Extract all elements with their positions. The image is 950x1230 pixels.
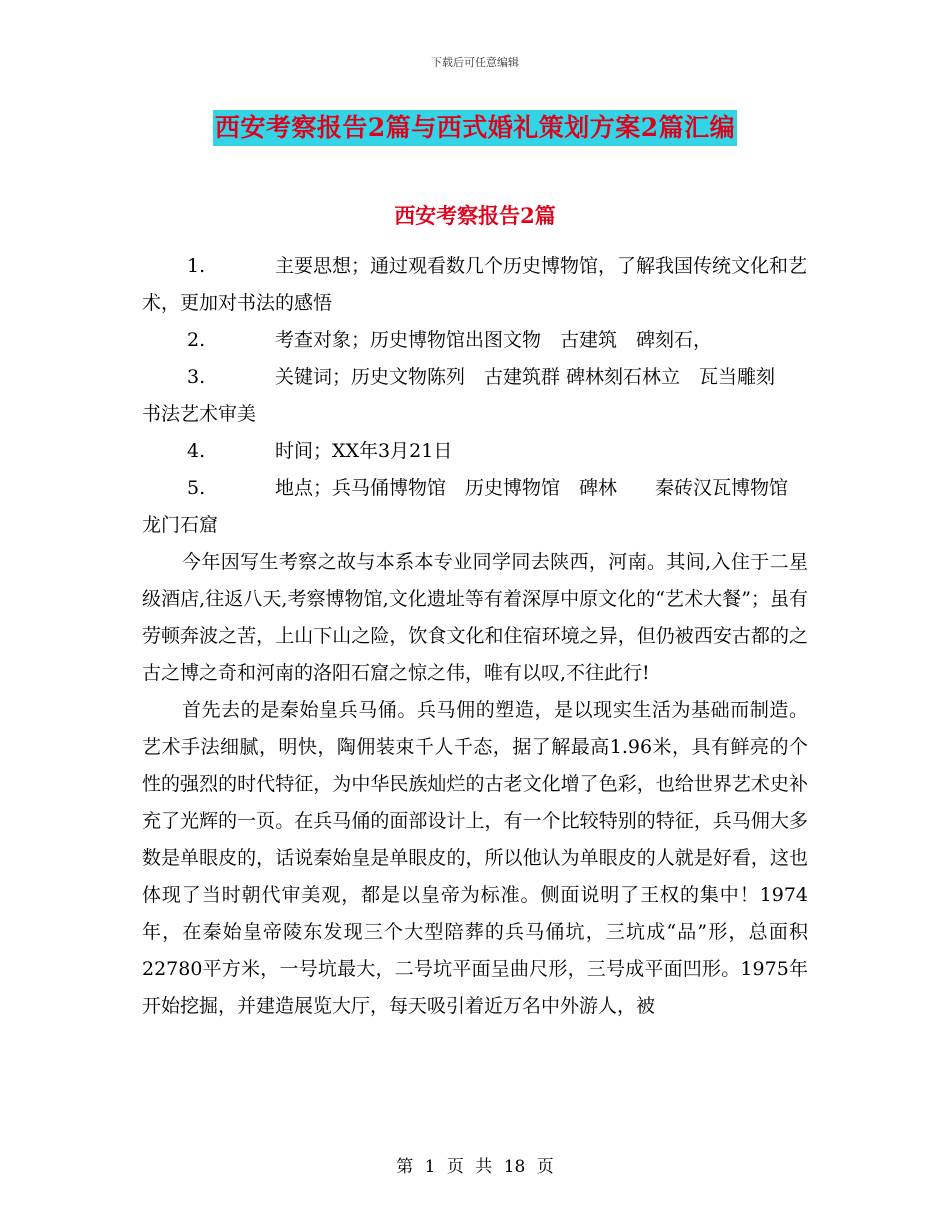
list-item-text: 主要思想；通过观看数几个历史博物馆，了解我国传统文化和艺术，更加对书法的感悟 <box>142 255 808 314</box>
document-title-text: 西安考察报告2篇与西式婚礼策划方案2篇汇编 <box>213 110 737 146</box>
list-item-text: 关键词；历史文物陈列 古建筑群 碑林刻石林立 瓦当雕刻 书法艺术审美 <box>142 366 795 425</box>
document-title <box>0 110 950 146</box>
list-item-text: 考查对象；历史博物馆出图文物 古建筑 碑刻石， <box>275 329 713 351</box>
document-body <box>142 248 827 1025</box>
list-item <box>142 322 808 359</box>
list-item-number: 2. <box>187 329 206 351</box>
body-paragraph: 今年因写生考察之故与本系本专业同学同去陕西，河南。其间,入住于二星级酒店,往返八天,考察博物馆,文化遗址等有着深厚中原文化的“艺术大餐”；虽有劳顿奔波之苦，上山下山之险，饮食文化和住宿环境之异，但仍被西安古都的之古之博之奇和河南的洛阳石窟之惊之伟，唯有以叹,不往此行! <box>142 551 808 684</box>
section-title: 西安考察报告2篇 <box>394 203 556 228</box>
list-item-text: 地点；兵马俑博物馆 历史博物馆 碑林 秦砖汉瓦博物馆 龙门石窟 <box>142 477 827 536</box>
list-item <box>142 470 827 544</box>
list-item-number: 1. <box>187 255 206 277</box>
list-item-text: 时间；XX年3月21日 <box>275 440 453 462</box>
list-item <box>142 248 808 322</box>
list-item-number: 4. <box>187 440 206 462</box>
list-item-number: 5. <box>187 477 206 499</box>
list-item-number: 3. <box>187 366 206 388</box>
body-paragraph: 首先去的是秦始皇兵马俑。兵马佣的塑造，是以现实生活为基础而制造。艺术手法细腻，明快，陶佣装束千人千态，据了解最高1.96米，具有鲜亮的个性的强烈的时代特征，为中华民族灿烂的古老文化增了色彩，也给世界艺术史补充了光辉的一页。在兵马俑的面部设计上，有一个比较特别的特征，兵马佣大多数是单眼皮的，话说秦始皇是单眼皮的，所以他认为单眼皮的人就是好看，这也体现了当时朝代审美观，都是以皇帝为标准。侧面说明了王权的集中！1974年，在秦始皇帝陵东发现三个大型陪葬的兵马俑坑，三坑成“品”形，总面积22780平方米，一号坑最大，二号坑平面呈曲尺形，三号成平面凹形。1975年开始挖掘，并建造展览大厅，每天吸引着近万名中外游人，被 <box>142 699 808 1017</box>
list-item <box>142 433 808 470</box>
list-item <box>142 359 808 433</box>
page-footer: 第 1 页 共 18 页 <box>396 1157 554 1177</box>
header-note: 下载后可任意编辑 <box>431 56 519 69</box>
